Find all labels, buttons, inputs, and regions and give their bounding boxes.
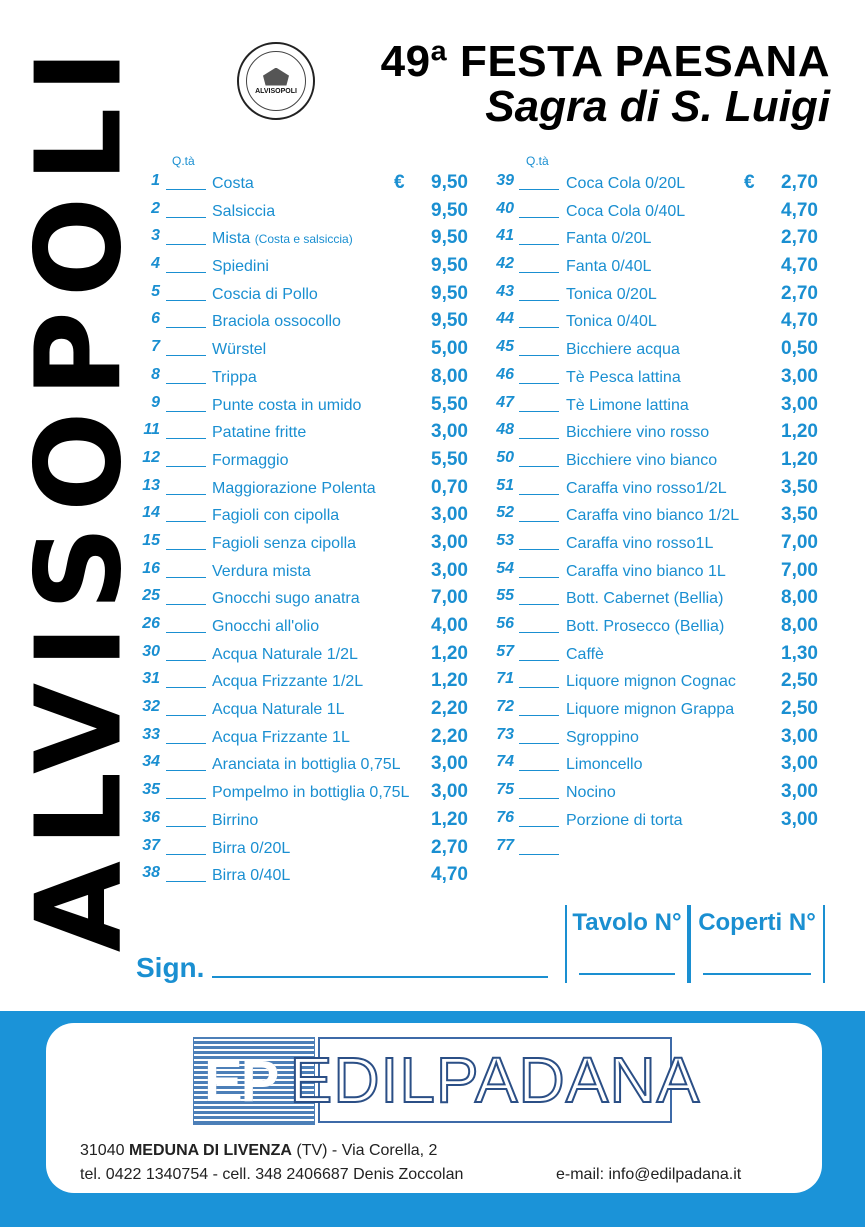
menu-item-name-text: Liquore mignon Cognac xyxy=(566,673,736,691)
menu-item-price: 3,00 xyxy=(431,421,468,443)
quantity-field[interactable] xyxy=(166,826,206,827)
menu-item-price: 2,70 xyxy=(781,227,818,249)
event-header xyxy=(330,37,830,131)
menu-item-price: 4,70 xyxy=(781,255,818,277)
menu-item-number: 77 xyxy=(496,836,514,854)
menu-item-price: 3,00 xyxy=(781,808,818,830)
quantity-field[interactable] xyxy=(166,770,206,771)
menu-item-number: 42 xyxy=(496,255,514,273)
menu-item-price: 9,50 xyxy=(431,255,468,277)
menu-item-price: 3,50 xyxy=(781,504,818,526)
menu-item-price: 0,70 xyxy=(431,476,468,498)
menu-item-price: 2,20 xyxy=(431,698,468,720)
quantity-field[interactable] xyxy=(519,411,559,412)
quantity-field[interactable] xyxy=(519,770,559,771)
menu-item-name xyxy=(566,424,709,442)
menu-item-number: 11 xyxy=(143,421,160,439)
menu-item-price: 1,30 xyxy=(781,642,818,664)
menu-item-name xyxy=(212,535,356,553)
menu-item-price: 3,00 xyxy=(781,753,818,775)
menu-item-name-text: Gnocchi sugo anatra xyxy=(212,590,360,608)
quantity-field[interactable] xyxy=(519,826,559,827)
menu-item-name-text: Caraffa vino rosso1/2L xyxy=(566,479,727,497)
menu-item-price: 2,70 xyxy=(781,282,818,304)
menu-item-price: 9,50 xyxy=(431,310,468,332)
menu-item-name-text: Fagioli senza cipolla xyxy=(212,534,357,552)
sponsor-phone: tel. 0422 1340754 - cell. 348 2406687 Denis Zoccolan xyxy=(80,1166,464,1183)
menu-item-name xyxy=(212,507,339,525)
menu-item-name xyxy=(212,784,409,802)
menu-item-price: 3,00 xyxy=(781,725,818,747)
menu-item-price: 4,70 xyxy=(781,310,818,332)
menu-item-price: 4,00 xyxy=(431,615,468,636)
menu-item-name xyxy=(212,369,257,387)
menu-item-number: 30 xyxy=(142,642,160,660)
quantity-field[interactable] xyxy=(519,798,559,799)
menu-item-price: 1,20 xyxy=(781,421,818,443)
menu-item-name-text: Würstel xyxy=(212,341,267,359)
menu-item-price: 9,50 xyxy=(431,172,468,193)
menu-item-number: 52 xyxy=(496,504,514,522)
quantity-field[interactable] xyxy=(166,411,206,412)
covers-number-field[interactable] xyxy=(703,973,811,975)
menu-item-name-text: Pompelmo in bottiglia 0,75L xyxy=(212,784,410,802)
menu-item-price: 1,20 xyxy=(431,642,468,664)
quantity-field[interactable] xyxy=(166,355,206,356)
menu-item-name xyxy=(566,784,616,802)
menu-item-name-text: Acqua Naturale 1L xyxy=(212,701,345,719)
quantity-field[interactable] xyxy=(519,300,559,301)
menu-item-name xyxy=(212,812,258,830)
menu-item-name xyxy=(212,397,361,415)
menu-item-number: 73 xyxy=(496,725,514,743)
menu-item-price: 4,70 xyxy=(781,199,818,221)
menu-item-name-text: Bicchiere acqua xyxy=(566,341,680,359)
menu-item-price: 3,00 xyxy=(431,531,468,553)
menu-item-name-text: Bott. Cabernet (Bellia) xyxy=(566,590,724,608)
menu-item-number: 72 xyxy=(496,698,514,716)
menu-item-number: 14 xyxy=(142,504,160,522)
menu-item-name-text: Fanta 0/40L xyxy=(566,258,652,276)
menu-item-name xyxy=(212,673,363,691)
menu-item-number: 51 xyxy=(496,476,514,494)
menu-item-name xyxy=(566,341,680,359)
menu-item-price: 8,00 xyxy=(431,365,468,387)
menu-item-price: 3,00 xyxy=(431,753,468,775)
menu-item-name-text: Birra 0/40L xyxy=(212,867,291,885)
sign-field[interactable] xyxy=(212,976,548,978)
menu-item-name-text: Coca Cola 0/40L xyxy=(566,202,686,220)
menu-item-name xyxy=(566,701,734,719)
menu-item-name-text: Porzione di torta xyxy=(566,811,683,829)
quantity-field[interactable] xyxy=(519,577,559,578)
seal-emblem xyxy=(246,51,306,111)
menu-item-number: 40 xyxy=(496,199,514,217)
sponsor-address xyxy=(80,1142,437,1160)
quantity-field[interactable] xyxy=(519,743,559,744)
menu-item-number: 74 xyxy=(496,753,514,771)
menu-item-name xyxy=(566,230,651,248)
sponsor-street: (TV) - Via Corella, 2 xyxy=(296,1142,438,1159)
menu-item-name xyxy=(212,203,275,221)
table-number-field[interactable] xyxy=(579,973,675,975)
menu-item-number: 54 xyxy=(496,559,514,577)
menu-item-name-text: Tè Pesca lattina xyxy=(566,368,681,386)
seal-text: ALVISOPOLI xyxy=(255,87,297,95)
menu-item-price: 9,50 xyxy=(431,199,468,221)
menu-item-number: 6 xyxy=(151,310,160,328)
quantity-field[interactable] xyxy=(166,521,206,522)
sign-label: Sign. xyxy=(136,952,205,983)
menu-item-name xyxy=(212,258,269,276)
menu-item-number: 34 xyxy=(142,753,160,771)
menu-item-price: 2,70 xyxy=(781,172,818,193)
menu-item-price: 9,50 xyxy=(431,282,468,304)
menu-item-name-text: Spiedini xyxy=(212,258,269,276)
menu-item-price: 4,70 xyxy=(431,864,468,886)
menu-item-name xyxy=(212,618,319,636)
menu-item-name-text: Caraffa vino bianco 1L xyxy=(566,562,726,580)
quantity-field[interactable] xyxy=(519,272,559,273)
quantity-field[interactable] xyxy=(519,244,559,245)
quantity-field[interactable] xyxy=(519,327,559,328)
quantity-field[interactable] xyxy=(519,549,559,550)
menu-item-name xyxy=(566,646,604,664)
menu-item-name-text: Bicchiere vino bianco xyxy=(566,451,718,469)
menu-item-name xyxy=(566,313,657,331)
quantity-field[interactable] xyxy=(166,300,206,301)
menu-item-number: 31 xyxy=(142,670,160,688)
menu-item-name-text: Mista xyxy=(212,230,251,248)
menu-item-name-text: Bott. Prosecco (Bellia) xyxy=(566,618,725,635)
menu-item-number: 71 xyxy=(496,670,514,688)
quantity-field[interactable] xyxy=(519,604,559,605)
menu-item-name xyxy=(212,313,341,331)
menu-item-price: 5,50 xyxy=(431,393,468,415)
menu-item-number: 5 xyxy=(151,282,160,300)
menu-item-name-text: Acqua Frizzante 1L xyxy=(212,728,350,746)
menu-item-name xyxy=(212,840,290,858)
menu-item-name xyxy=(212,341,266,359)
menu-item-name-text: Patatine fritte xyxy=(212,424,307,442)
menu-item-number: 7 xyxy=(151,338,160,356)
menu-item-name xyxy=(566,452,717,470)
menu-item-name xyxy=(566,563,726,581)
menu-item-name xyxy=(566,397,689,415)
vertical-title-text: ALVISOPOLI xyxy=(9,35,147,953)
menu-item-name-text: Aranciata in bottiglia 0,75L xyxy=(212,756,401,774)
quantity-field[interactable] xyxy=(166,687,206,688)
quantity-field[interactable] xyxy=(166,743,206,744)
quantity-field[interactable] xyxy=(166,244,206,245)
menu-item-name-text: Caffè xyxy=(566,645,604,663)
menu-item-price: 1,20 xyxy=(431,670,468,692)
quantity-field[interactable] xyxy=(519,355,559,356)
menu-item-name xyxy=(566,590,723,608)
menu-item-name xyxy=(212,701,345,719)
menu-item-name-text: Gnocchi all'olio xyxy=(212,618,320,635)
quantity-field[interactable] xyxy=(166,272,206,273)
menu-item-number: 38 xyxy=(142,864,160,882)
quantity-field[interactable] xyxy=(166,189,206,190)
menu-item-number: 37 xyxy=(142,836,160,854)
quantity-field[interactable] xyxy=(519,189,559,190)
menu-item-price: 7,00 xyxy=(431,587,468,609)
menu-item-number: 53 xyxy=(496,531,514,549)
menu-item-price: 5,00 xyxy=(431,338,468,360)
menu-item-price: 8,00 xyxy=(781,615,818,636)
menu-item-name xyxy=(212,729,350,747)
menu-item-number: 39 xyxy=(496,172,514,189)
menu-item-number: 43 xyxy=(496,282,514,300)
menu-item-price: 3,00 xyxy=(781,365,818,387)
quantity-field[interactable] xyxy=(519,715,559,716)
table-number-box xyxy=(565,905,689,983)
menu-item-name xyxy=(212,756,401,774)
menu-item-number: 4 xyxy=(151,255,160,273)
quantity-field[interactable] xyxy=(166,217,206,218)
menu-item-number: 35 xyxy=(142,781,160,799)
menu-item-name-text: Fanta 0/20L xyxy=(566,230,652,248)
quantity-field[interactable] xyxy=(519,687,559,688)
quantity-field[interactable] xyxy=(519,521,559,522)
menu-item-name-text: Coca Cola 0/20L xyxy=(566,175,686,192)
menu-item-number: 46 xyxy=(496,365,514,383)
event-subtitle: Sagra di S. Luigi xyxy=(485,82,830,131)
menu-item-name xyxy=(566,673,736,691)
quantity-field[interactable] xyxy=(519,466,559,467)
menu-item-number: 44 xyxy=(496,310,514,328)
menu-item-name xyxy=(566,756,642,774)
menu-item-number: 15 xyxy=(142,531,160,549)
menu-item-name-text: Birra 0/20L xyxy=(212,839,291,857)
quantity-field[interactable] xyxy=(166,798,206,799)
menu-item-number: 13 xyxy=(142,476,160,494)
menu-item-name-text: Limoncello xyxy=(566,756,643,774)
menu-item-number: 57 xyxy=(496,642,514,660)
menu-item-number: 3 xyxy=(151,227,160,245)
menu-item-price: 7,00 xyxy=(781,531,818,553)
quantity-field[interactable] xyxy=(519,494,559,495)
menu-item-price: 5,50 xyxy=(431,448,468,470)
menu-item-name-text: Nocino xyxy=(566,784,616,802)
menu-item-number: 33 xyxy=(142,725,160,743)
menu-item-name-text: Fagioli con cipolla xyxy=(212,507,340,525)
menu-item-name xyxy=(212,646,358,664)
qta-label-left: Q.tà xyxy=(172,154,195,168)
menu-item-number: 50 xyxy=(496,448,514,466)
menu-item-name xyxy=(566,812,683,830)
sponsor-city: MEDUNA DI LIVENZA xyxy=(128,1142,292,1159)
menu-item-name xyxy=(212,175,254,193)
menu-item-price: 3,00 xyxy=(781,393,818,415)
menu-item-name xyxy=(566,480,727,498)
menu-item-number: 45 xyxy=(496,338,514,356)
menu-item-name-text: Tonica 0/20L xyxy=(566,285,657,303)
quantity-field[interactable] xyxy=(166,549,206,550)
menu-item-price: 3,00 xyxy=(431,504,468,526)
menu-item-note: (Costa e salsiccia) xyxy=(254,232,353,247)
menu-item-name xyxy=(566,535,713,553)
menu-item-price: 3,00 xyxy=(431,559,468,581)
menu-item-name xyxy=(212,867,290,885)
quantity-field[interactable] xyxy=(166,466,206,467)
menu-item-name xyxy=(212,563,311,581)
menu-item-name-text: Acqua Frizzante 1/2L xyxy=(212,673,364,691)
quantity-field[interactable] xyxy=(166,854,206,855)
menu-item-number: 16 xyxy=(142,559,160,577)
menu-item-name-text: Costa xyxy=(212,175,254,192)
menu-item-name-text: Birrino xyxy=(212,811,259,829)
sponsor-brand-name: EDILPADANA xyxy=(289,1044,701,1116)
menu-item-price: 3,00 xyxy=(781,781,818,803)
menu-item-name-text: Salsiccia xyxy=(212,202,276,220)
menu-item-name xyxy=(212,590,360,608)
vertical-title xyxy=(9,14,147,974)
quantity-field[interactable] xyxy=(166,577,206,578)
menu-item-number: 9 xyxy=(151,393,160,411)
committee-seal xyxy=(237,42,315,120)
menu-item-name xyxy=(566,369,681,387)
menu-item-name xyxy=(212,452,288,470)
menu-item-number: 1 xyxy=(151,172,160,189)
menu-item-number: 47 xyxy=(496,393,514,411)
menu-item-price: 8,00 xyxy=(781,587,818,609)
table-number-label: Tavolo N° xyxy=(572,909,682,936)
quantity-field[interactable] xyxy=(519,854,559,855)
menu-item-price: 2,50 xyxy=(781,670,818,692)
covers-number-box xyxy=(689,905,825,983)
menu-item-name-text: Tonica 0/40L xyxy=(566,313,657,331)
menu-item-name xyxy=(566,203,685,221)
menu-item-name xyxy=(212,286,318,304)
menu-item-name xyxy=(566,729,639,747)
menu-item-price: 3,00 xyxy=(431,781,468,803)
menu-item-price: 2,20 xyxy=(431,725,468,747)
quantity-field[interactable] xyxy=(519,383,559,384)
quantity-field[interactable] xyxy=(166,604,206,605)
menu-item-name-text: Trippa xyxy=(212,368,257,386)
menu-item-price: 1,20 xyxy=(431,808,468,830)
menu-item-name-text: Punte costa in umido xyxy=(212,396,362,414)
menu-item-name-text: Caraffa vino rosso1L xyxy=(566,534,714,552)
menu-item-name-text: Coscia di Pollo xyxy=(212,285,318,303)
menu-item-price: 0,50 xyxy=(781,338,818,360)
menu-item-name-text: Acqua Naturale 1/2L xyxy=(212,645,358,663)
menu-item-name-text: Formaggio xyxy=(212,451,289,469)
menu-item-number: 12 xyxy=(142,448,160,466)
sponsor-brand xyxy=(289,1037,701,1123)
menu-item-number: 41 xyxy=(496,227,514,245)
menu-item-number: 36 xyxy=(142,808,160,826)
quantity-field[interactable] xyxy=(519,217,559,218)
menu-item-name-text: Caraffa vino bianco 1/2L xyxy=(566,507,740,525)
menu-item-price: 2,70 xyxy=(431,836,468,858)
menu-item-name-text: Verdura mista xyxy=(212,562,311,580)
menu-item-name-text: Braciola ossocollo xyxy=(212,313,341,331)
quantity-field[interactable] xyxy=(166,327,206,328)
menu-item-name xyxy=(566,258,651,276)
seal-building-icon xyxy=(263,68,289,86)
quantity-field[interactable] xyxy=(166,494,206,495)
menu-item-name xyxy=(566,175,685,193)
covers-number-label: Coperti N° xyxy=(698,909,816,936)
quantity-field[interactable] xyxy=(519,660,559,661)
menu-item-name xyxy=(566,507,739,525)
sponsor-logo-mark: EP xyxy=(204,1049,278,1114)
menu-item-number: 48 xyxy=(496,421,514,439)
menu-item-price: 9,50 xyxy=(431,227,468,249)
menu-item-number: 76 xyxy=(496,808,514,826)
quantity-field[interactable] xyxy=(166,383,206,384)
menu-item-number: 32 xyxy=(142,698,160,716)
menu-item-name-text: Liquore mignon Grappa xyxy=(566,701,735,719)
menu-item-name-text: Sgroppino xyxy=(566,728,639,746)
quantity-field[interactable] xyxy=(166,632,206,633)
currency-symbol: € xyxy=(394,172,405,193)
menu-item-price: 7,00 xyxy=(781,559,818,581)
menu-item-number: 55 xyxy=(496,587,514,605)
menu-item-price: 2,50 xyxy=(781,698,818,720)
quantity-field[interactable] xyxy=(166,715,206,716)
menu-item-number: 8 xyxy=(151,365,160,383)
menu-item-number: 2 xyxy=(151,199,160,217)
menu-item-price: 1,20 xyxy=(781,448,818,470)
quantity-field[interactable] xyxy=(519,438,559,439)
sponsor-postcode: 31040 xyxy=(80,1142,125,1159)
event-title: 49ª FESTA PAESANA xyxy=(380,37,830,86)
menu-item-price: 3,50 xyxy=(781,476,818,498)
menu-item-name-text: Tè Limone lattina xyxy=(566,396,689,414)
menu-item-name-text: Maggiorazione Polenta xyxy=(212,479,376,497)
menu-item-number: 25 xyxy=(142,587,160,605)
menu-item-name xyxy=(566,286,657,304)
menu-item-name-text: Bicchiere vino rosso xyxy=(566,424,710,442)
menu-item-name xyxy=(212,230,353,248)
quantity-field[interactable] xyxy=(166,660,206,661)
menu-item-name xyxy=(212,424,306,442)
menu-item-number: 75 xyxy=(496,781,514,799)
quantity-field[interactable] xyxy=(166,881,206,882)
menu-item-name xyxy=(566,618,724,636)
qta-label-right: Q.tà xyxy=(526,154,549,168)
currency-symbol: € xyxy=(744,172,755,193)
quantity-field[interactable] xyxy=(519,632,559,633)
menu-item-name xyxy=(212,480,376,498)
menu-item-number: 26 xyxy=(142,615,160,632)
menu-item-number: 56 xyxy=(496,615,514,632)
sponsor-email: e-mail: info@edilpadana.it xyxy=(556,1166,742,1183)
quantity-field[interactable] xyxy=(166,438,206,439)
